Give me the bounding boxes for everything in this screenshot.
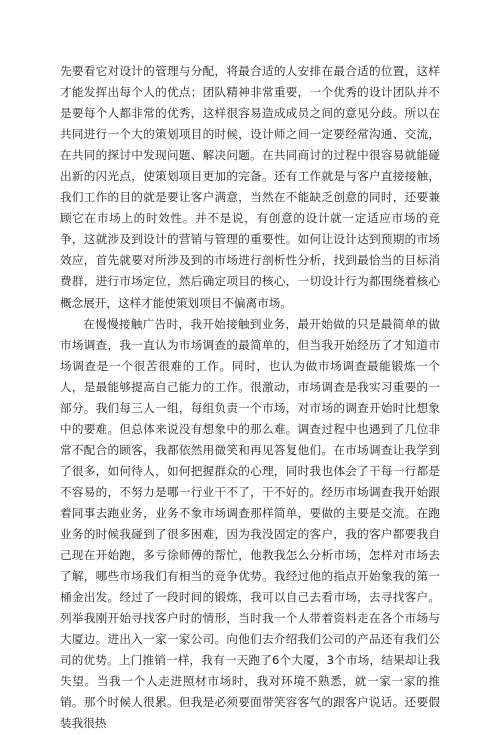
paragraph-2: 在慢慢接触广告时，我开始接触到业务，最开始做的只是最简单的做市场调查，我一直认为市场调查的最简单的，但当我开始经历了才知道市场调查是一个很苦很难的工作。同时，也认为做市场调查最能锻炼一个人，是最能够提高自己能力的工作。很激动，市场调查是我实习重要的一部分。我们每三人一组，每组负责一个市场，对市场的调查开始时比想象中的要难。但总体来说没有想象中的那么难。调查过程中也遇到了几位非常不配合的顾客，我都依然用微笑和再见答复他们。在市场调查让我学到了很多，如何待人，如何把握群众的心理，同时我也体会了干每一行都是不容易的，不努力是哪一行业干不了，干不好的。经历市场调查我开始跟着同事去跑业务，业务不象市场调查那样简单，要做的主要是交流。在跑业务的时候我碰到了很多困难，因为我没固定的客户，我的客户都要我自己现在开始跑，多亏徐师傅的帮忙，他教我怎么分析市场，怎样对市场去了解，哪些市场我们有相当的竞争优势。我经过他的指点开始象我的第一桶金出发。经过了一段时间的锻炼，我可以自己去看市场，去寻找客户。列举我刚开始寻找客户时的情形，当时我一个人带着资料走在各个市场与大厦边。进出入一家一家公司。向他们去介绍我们公司的产品还有我们公司的优势。上门推销一样，我有一天跑了6个大厦，3个市场，结果却让我失望。当我一个人走进照材市场时，我对环境不熟悉，就一家一家的推销。那个时候人很累。但我是必须要面带笑容客气的跟客户说话。还要假装我很热 bbox=[60, 316, 440, 731]
paragraph-1: 先要看它对设计的管理与分配，将最合适的人安排在最合适的位置，这样才能发挥出每个人的优点；团队精神非常重要，一个优秀的设计团队并不是要每个人都非常的优秀，这样很容易造成成员之间的意见分歧。所以在共同进行一个大的策划项目的时候，设计师之间一定要经常沟通、交流，在共同的探讨中发现问题、解决问题。在共同商讨的过程中很容易就能碰出新的闪光点，使策划项目更加的完备。还有工作就是与客户直接接触，我们工作的目的就是要让客户满意，当然在不能缺乏创意的同时，还要兼顾它在市场上的时效性。并不是说，有创意的设计就一定适应市场的竞争，这就涉及到设计的营销与管理的重要性。如何让设计达到预期的市场效应，首先就要对所涉及到的市场进行剖析性分析，找到最恰当的目标消费群，进行市场定位，然后确定项目的核心，一切设计行为都围绕着核心概念展开，这样才能使策划项目不偏离市场。 bbox=[60, 64, 440, 310]
body-text bbox=[60, 61, 440, 735]
